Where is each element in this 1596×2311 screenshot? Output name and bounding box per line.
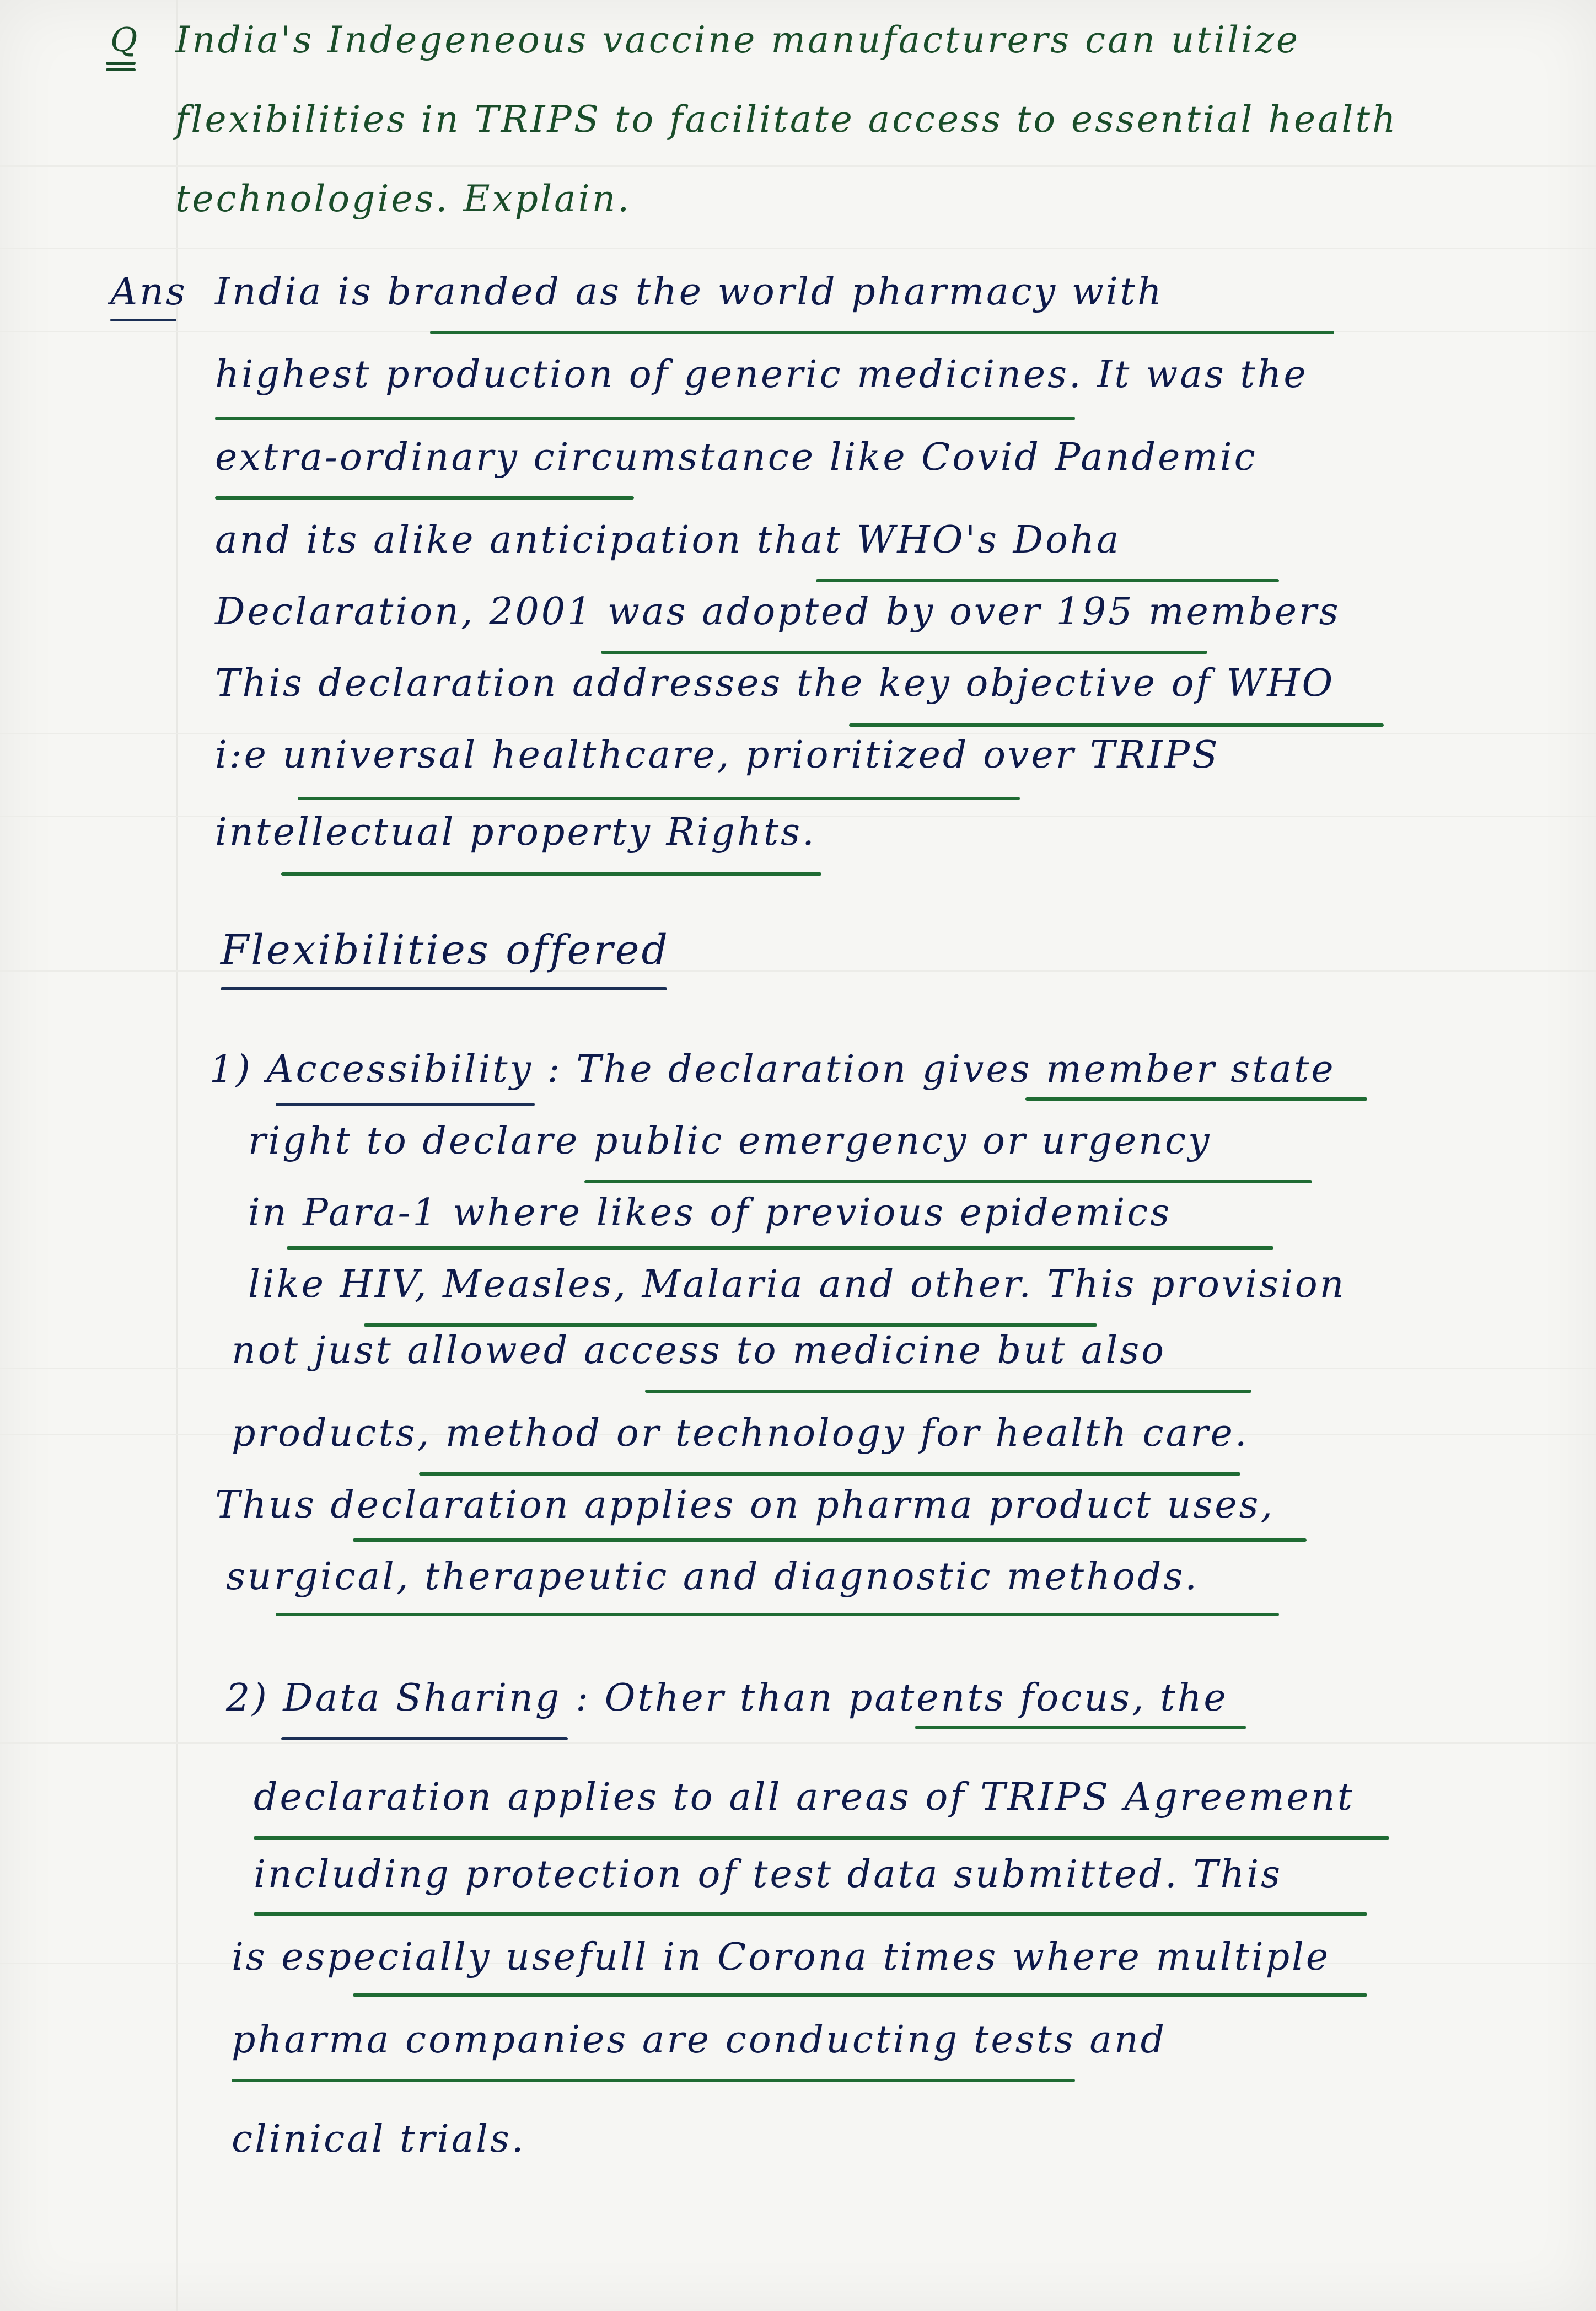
answer-line: This declaration addresses the key objective of WHO [215, 662, 1335, 705]
answer-line: intellectual property Rights. [215, 811, 816, 854]
answer-line: i:e universal healthcare, prioritized over TRIPS [215, 733, 1220, 777]
underline [298, 797, 1020, 800]
point-title-underline [276, 1103, 535, 1106]
underline [276, 1613, 1279, 1616]
point-line: like HIV, Measles, Malaria and other. This provision [248, 1263, 1346, 1306]
underline [816, 579, 1279, 582]
underline [215, 417, 1075, 420]
point-line: 2) Data Sharing : Other than patents focus, the [226, 1676, 1228, 1720]
underline [601, 651, 1207, 654]
answer-marker: Ans [110, 270, 187, 314]
margin-line [176, 0, 178, 2311]
underline [215, 496, 634, 500]
point-line: right to declare public emergency or urgency [248, 1119, 1212, 1163]
question-marker-underline [106, 68, 136, 71]
underline [232, 2079, 1075, 2082]
underline [254, 1912, 1367, 1916]
ruled-line [0, 165, 1596, 167]
point-line: pharma companies are conducting tests and [232, 2018, 1167, 2062]
underline [430, 331, 1334, 334]
point-line: 1) Accessibility : The declaration gives member state [209, 1048, 1336, 1091]
ruled-line [0, 1742, 1596, 1744]
point-line: clinical trials. [232, 2117, 526, 2161]
underline [419, 1472, 1240, 1476]
answer-marker-underline [110, 319, 176, 321]
point-title-underline [281, 1737, 568, 1740]
section-heading: Flexibilities offered [221, 926, 670, 974]
underline [1025, 1097, 1367, 1101]
answer-line: extra-ordinary circumstance like Covid Pandemic [215, 436, 1258, 479]
underline [645, 1390, 1251, 1393]
section-heading-underline [221, 987, 667, 990]
underline [849, 723, 1384, 727]
point-line: Thus declaration applies on pharma product uses, [215, 1483, 1275, 1527]
question-line: technologies. Explain. [175, 178, 632, 220]
question-marker: Q [110, 21, 140, 60]
underline [584, 1180, 1312, 1183]
point-line: is especially usefull in Corona times where multiple [232, 1935, 1331, 1979]
question-marker-underline [106, 62, 136, 65]
answer-line: highest production of generic medicines. It was the [215, 353, 1308, 396]
point-line: including protection of test data submitted. This [254, 1853, 1283, 1896]
underline [287, 1246, 1273, 1250]
point-line: surgical, therapeutic and diagnostic methods. [226, 1555, 1199, 1599]
underline [364, 1323, 1097, 1327]
underline [254, 1836, 1389, 1840]
point-line: declaration applies to all areas of TRIPS Agreement [254, 1776, 1355, 1819]
answer-line: Declaration, 2001 was adopted by over 195 members [215, 590, 1341, 634]
answer-line: and its alike anticipation that WHO's Doha [215, 518, 1121, 562]
point-line: in Para-1 where likes of previous epidemics [248, 1191, 1172, 1235]
question-line: flexibilities in TRIPS to facilitate access to essential health [175, 98, 1398, 141]
underline [353, 1538, 1307, 1542]
question-line: India's Indegeneous vaccine manufacturers can utilize [175, 19, 1301, 61]
underline [281, 872, 821, 876]
answer-line: India is branded as the world pharmacy with [215, 270, 1164, 314]
ruled-line [0, 248, 1596, 249]
point-line: not just allowed access to medicine but also [232, 1329, 1167, 1372]
underline [915, 1726, 1246, 1729]
point-line: products, method or technology for health care. [232, 1412, 1249, 1455]
underline [353, 1993, 1367, 1997]
